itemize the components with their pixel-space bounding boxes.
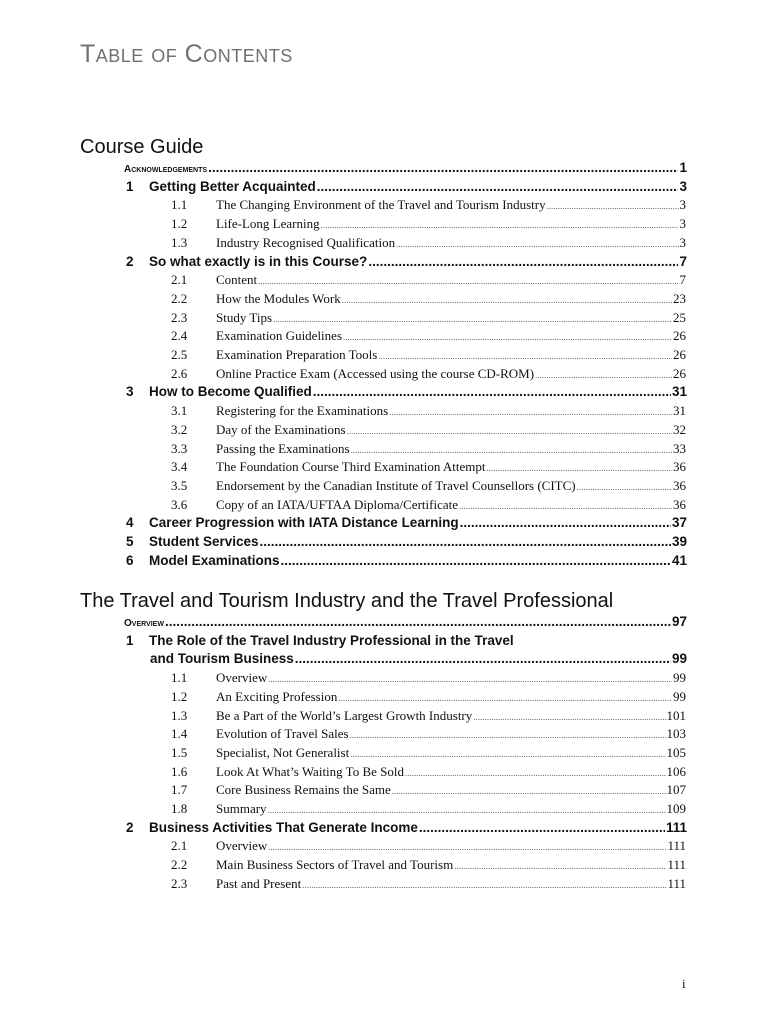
toc-entry-number: 3.6 <box>171 496 188 512</box>
toc-entry-number: 3.2 <box>171 421 188 437</box>
toc-entry-label: and Tourism Business <box>150 651 294 667</box>
toc-entry-label: Evolution of Travel Sales <box>216 726 349 742</box>
toc-entry-page: 33 <box>673 440 686 456</box>
dot-leader <box>165 614 671 629</box>
toc-entry-page: 36 <box>673 496 686 512</box>
dot-leader <box>547 197 679 213</box>
toc-entry-page: 3 <box>679 234 686 250</box>
toc-entry[interactable] <box>171 197 686 215</box>
toc-entry-page: 99 <box>673 688 686 704</box>
toc-entry[interactable] <box>126 179 687 197</box>
toc-entry-label: Getting Better Acquainted <box>149 178 316 194</box>
toc-entry-label: Overview <box>124 618 164 629</box>
toc-entry-page: 31 <box>671 384 687 400</box>
toc-entry-number: 2.2 <box>171 857 188 873</box>
toc-entry[interactable] <box>171 497 686 515</box>
toc-entry[interactable] <box>126 820 687 838</box>
toc-entry-page: 36 <box>673 459 686 475</box>
toc-entry-page: 31 <box>673 403 686 419</box>
toc-entry[interactable] <box>171 670 686 688</box>
toc-entry-number: 2 <box>126 253 134 269</box>
dot-leader <box>396 235 678 251</box>
toc-entry-number: 2.4 <box>171 328 188 344</box>
toc-entry-page: 106 <box>666 763 686 779</box>
dot-leader <box>368 254 678 269</box>
toc-entry-label: Summary <box>216 801 267 816</box>
toc-entry-number: 1.6 <box>171 763 188 779</box>
toc-entry[interactable] <box>171 478 686 496</box>
toc-entry-number: 2.2 <box>171 290 188 306</box>
toc-entry-page: 32 <box>673 421 686 437</box>
dot-leader <box>260 534 671 549</box>
toc-entry-page: 26 <box>673 365 686 381</box>
toc-entry-page: 37 <box>671 515 687 531</box>
dot-leader <box>268 670 672 686</box>
toc-entry[interactable] <box>171 876 686 894</box>
dot-leader <box>342 291 672 307</box>
toc-entry-page: 99 <box>671 651 687 667</box>
dot-leader <box>405 764 666 780</box>
toc-entry-page: 105 <box>666 744 686 760</box>
toc-entry[interactable] <box>171 708 686 726</box>
toc-entry-page: 7 <box>679 253 687 269</box>
toc-entry-number: 2.6 <box>171 365 188 381</box>
dot-leader <box>273 310 672 326</box>
toc-entry[interactable] <box>171 328 686 346</box>
toc-entry-page: 41 <box>671 552 687 568</box>
toc-entry-label: Passing the Examinations <box>216 440 350 456</box>
toc-entry-label: Specialist, Not Generalist <box>216 744 350 760</box>
dot-leader <box>258 272 678 288</box>
toc-entry-label: Examination Preparation Tools <box>216 347 378 362</box>
dot-leader <box>460 515 671 530</box>
toc-entry-page: 97 <box>671 614 687 629</box>
toc-entry-number: 2.5 <box>171 347 188 362</box>
toc-entry-page: 3 <box>679 197 686 213</box>
dot-leader <box>392 782 666 798</box>
toc-entry-page: 23 <box>673 290 686 306</box>
toc-entry[interactable] <box>171 403 686 421</box>
toc-entry[interactable] <box>171 764 686 782</box>
toc-entry-number: 2.1 <box>171 272 188 288</box>
toc-entry-label: The Role of the Travel Industry Professional in the Travel <box>149 632 514 648</box>
toc-entry-number: 6 <box>126 552 134 568</box>
dot-leader <box>302 876 666 892</box>
toc-entry[interactable] <box>171 216 686 234</box>
toc-entry-page: 36 <box>673 477 686 493</box>
toc-entry[interactable] <box>126 515 687 533</box>
toc-entry-page: 99 <box>673 670 686 686</box>
toc-entry[interactable] <box>124 614 687 632</box>
dot-leader <box>281 553 671 568</box>
toc-entry-label: Overview <box>216 670 268 686</box>
toc-entry-number: 1.8 <box>171 801 188 816</box>
toc-entry-label: Content <box>216 272 258 288</box>
dot-leader <box>577 478 672 494</box>
toc-entry-number: 1.2 <box>171 216 188 232</box>
toc-entry-page: 25 <box>673 309 686 325</box>
dot-leader <box>343 328 672 344</box>
toc-entry-page: 3 <box>679 216 686 232</box>
dot-leader <box>350 726 666 742</box>
toc-entry-page: 111 <box>667 875 686 891</box>
toc-entry-number: 1.2 <box>171 688 188 704</box>
toc-entry[interactable] <box>171 422 686 440</box>
toc-entry-label: Life-Long Learning <box>216 216 320 232</box>
toc-entry-label: The Foundation Course Third Examination Attempt <box>216 459 486 475</box>
dot-leader <box>317 179 679 194</box>
toc-entry-label: How the Modules Work <box>216 290 341 306</box>
toc-entry-label: Model Examinations <box>149 552 280 568</box>
toc-entry-page: 7 <box>679 272 686 288</box>
dot-leader <box>313 384 671 399</box>
dot-leader <box>351 441 672 457</box>
toc-entry-label: Past and Present <box>216 875 302 891</box>
page-title: Table of Contents <box>80 40 293 68</box>
toc-entry-label: Endorsement by the Canadian Institute of Travel Counsellors (CITC) <box>216 477 576 493</box>
toc-entry-number: 1.7 <box>171 782 188 798</box>
toc-entry-number: 3.1 <box>171 403 188 419</box>
toc-entry[interactable] <box>171 272 686 290</box>
toc-entry-label: Industry Recognised Qualification <box>216 234 396 250</box>
dot-leader <box>268 801 666 817</box>
toc-entry-number: 3.4 <box>171 459 188 475</box>
toc-entry[interactable] <box>150 651 687 669</box>
dot-leader <box>419 820 665 835</box>
toc-entry-number: 1.1 <box>171 670 188 686</box>
dot-leader <box>350 745 665 761</box>
toc-entry-number: 1.3 <box>171 234 188 250</box>
toc-entry[interactable] <box>171 857 686 875</box>
toc-entry-number: 1.5 <box>171 744 188 760</box>
toc-entry-page: 26 <box>673 347 686 362</box>
toc-entry-label: Examination Guidelines <box>216 328 343 344</box>
toc-entry[interactable] <box>171 459 686 477</box>
toc-entry-page: 39 <box>671 534 687 549</box>
toc-entry-number: 4 <box>126 515 134 531</box>
toc-entry[interactable] <box>171 441 686 459</box>
toc-entry[interactable] <box>126 254 687 272</box>
toc-entry[interactable] <box>126 633 687 651</box>
toc-entry-page: 26 <box>673 328 686 344</box>
page-number: i <box>682 976 686 991</box>
toc-entry-label: Core Business Remains the Same <box>216 782 391 798</box>
dot-leader <box>208 160 678 175</box>
toc-entry-label: So what exactly is in this Course? <box>149 253 368 269</box>
toc-entry-page: 109 <box>666 801 686 816</box>
toc-entry-number: 1.1 <box>171 197 188 213</box>
toc-entry-number: 3.3 <box>171 440 188 456</box>
toc-entry-page: 3 <box>679 178 687 194</box>
toc-entry-label: Career Progression with IATA Distance Learning <box>149 515 459 531</box>
toc-entry-label: An Exciting Profession <box>216 688 338 704</box>
toc-entry[interactable] <box>124 160 687 178</box>
dot-leader <box>338 689 672 705</box>
toc-entry-label: Online Practice Exam (Accessed using the course CD-ROM) <box>216 365 535 381</box>
toc-entry[interactable] <box>171 235 686 253</box>
section-title-travel-tourism: The Travel and Tourism Industry and the Travel Professional <box>80 590 614 612</box>
toc-entry-label: Acknowledgements <box>124 164 208 175</box>
toc-entry-number: 1 <box>126 632 134 648</box>
dot-leader <box>321 216 679 232</box>
toc-entry-page: 103 <box>666 726 686 742</box>
dot-leader <box>389 403 672 419</box>
dot-leader <box>459 497 672 513</box>
dot-leader <box>454 857 666 873</box>
toc-entry-label: Student Services <box>149 534 259 549</box>
toc-entry-number: 5 <box>126 534 134 549</box>
toc-entry-label: Look At What’s Waiting To Be Sold <box>216 763 404 779</box>
toc-entry-label: Main Business Sectors of Travel and Tourism <box>216 857 454 873</box>
dot-leader <box>535 366 672 382</box>
toc-entry[interactable] <box>171 689 686 707</box>
section-title-course-guide: Course Guide <box>80 136 204 158</box>
toc-entry[interactable] <box>126 384 687 402</box>
toc-entry-page: 111 <box>667 857 686 873</box>
toc-entry-number: 3.5 <box>171 477 188 493</box>
toc-entry-page: 111 <box>667 838 686 854</box>
dot-leader <box>378 347 672 363</box>
toc-entry-number: 1.3 <box>171 707 188 723</box>
dot-leader <box>347 422 672 438</box>
toc-entry[interactable] <box>171 782 686 800</box>
toc-entry[interactable] <box>171 291 686 309</box>
toc-entry-label: Overview <box>216 838 268 854</box>
dot-leader <box>268 838 666 854</box>
toc-entry-label: Study Tips <box>216 309 273 325</box>
toc-entry-number: 2.3 <box>171 309 188 325</box>
toc-entry-label: Business Activities That Generate Income <box>149 819 418 835</box>
toc-entry[interactable] <box>171 801 686 819</box>
dot-leader <box>473 708 665 724</box>
toc-entry-number: 1.4 <box>171 726 188 742</box>
toc-entry-number: 3 <box>126 384 134 400</box>
toc-entry-label: Registering for the Examinations <box>216 403 389 419</box>
toc-entry-page: 101 <box>666 707 686 723</box>
toc-entry-number: 1 <box>126 178 134 194</box>
toc-entry-number: 2.1 <box>171 838 188 854</box>
toc-entry-number: 2 <box>126 819 134 835</box>
dot-leader <box>486 459 672 475</box>
toc-entry-number: 2.3 <box>171 875 188 891</box>
toc-entry[interactable] <box>126 534 687 552</box>
toc-entry-label: Be a Part of the World’s Largest Growth Industry <box>216 707 473 723</box>
toc-entry-label: The Changing Environment of the Travel and Tourism Industry <box>216 197 546 213</box>
toc-entry[interactable] <box>171 366 686 384</box>
toc-entry[interactable] <box>171 726 686 744</box>
toc-entry[interactable] <box>171 310 686 328</box>
toc-entry-page: 107 <box>666 782 686 798</box>
toc-entry-label: Copy of an IATA/UFTAA Diploma/Certificate <box>216 496 458 512</box>
dot-leader <box>295 651 671 666</box>
toc-entry-page: 1 <box>679 160 687 175</box>
toc-entry-label: Day of the Examinations <box>216 421 346 437</box>
toc-entry-label: How to Become Qualified <box>149 384 312 400</box>
toc-entry[interactable] <box>171 838 686 856</box>
toc-entry[interactable] <box>171 347 686 365</box>
toc-entry[interactable] <box>126 553 687 571</box>
toc-entry-page: 111 <box>665 819 687 835</box>
toc-entry[interactable] <box>171 745 686 763</box>
